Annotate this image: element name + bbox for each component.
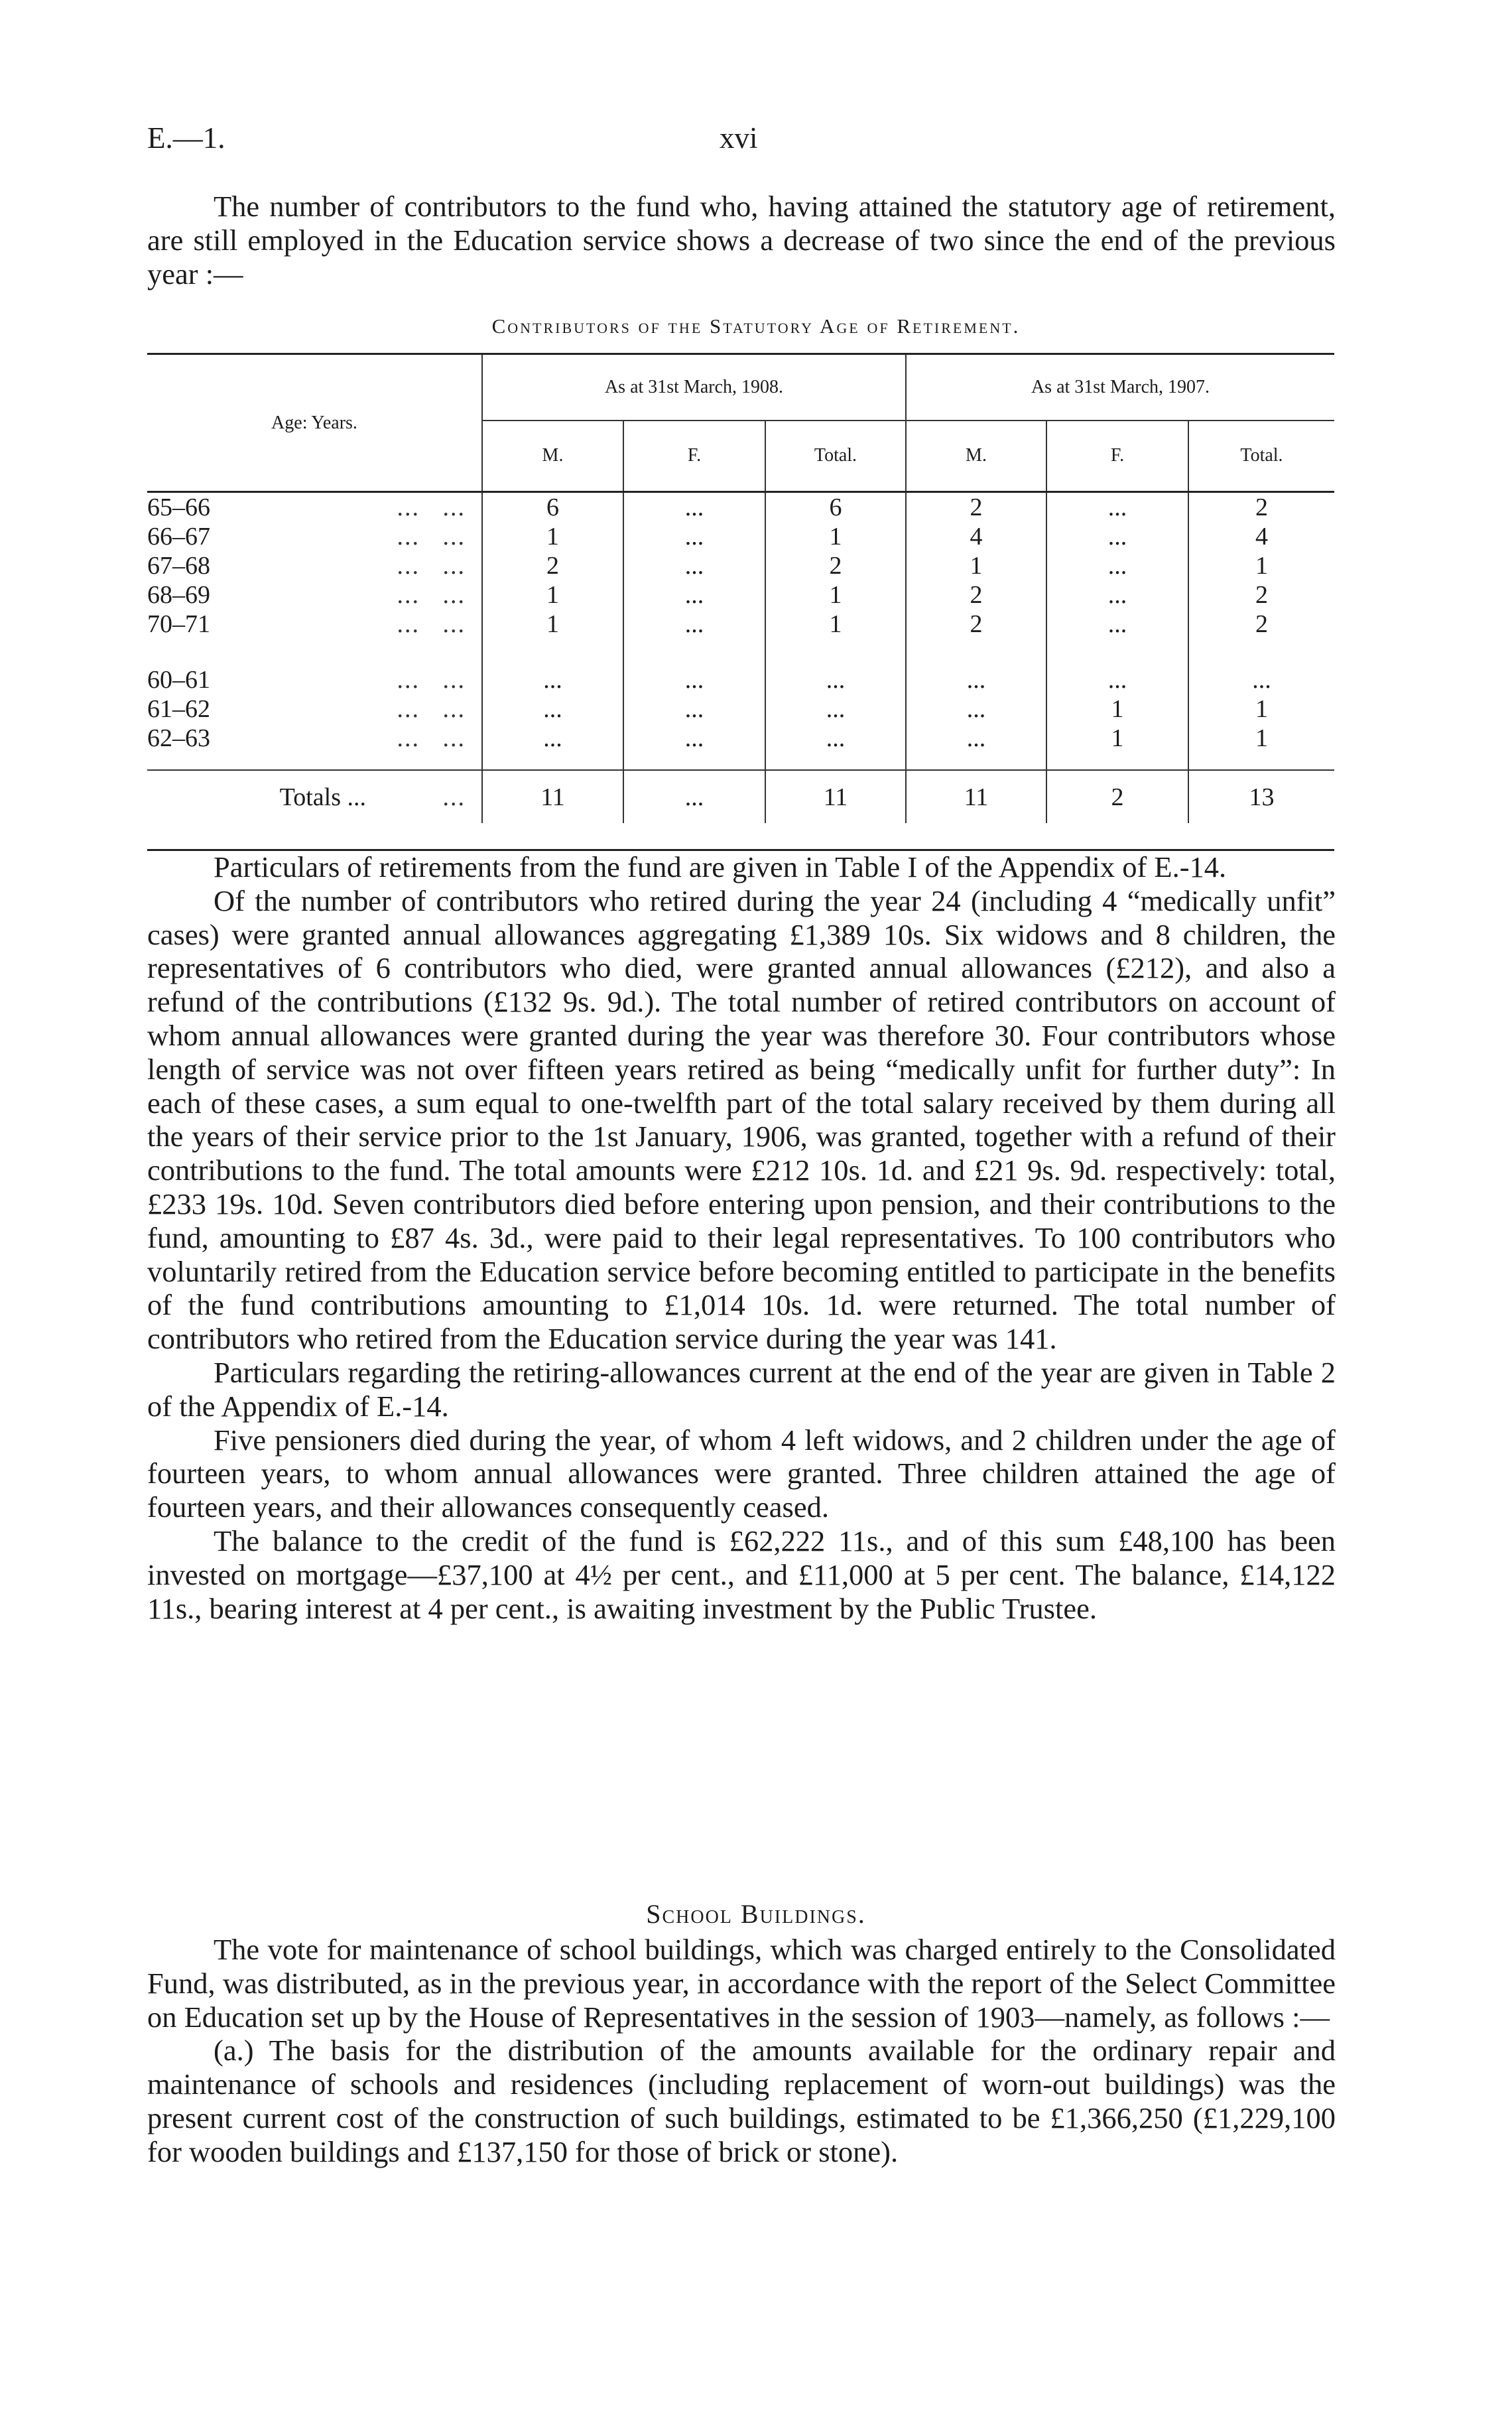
cell-m7: 2 [906,580,1046,610]
col-m-1908: M. [482,421,623,492]
cell-t7: 1 [1188,724,1334,753]
col-total-1907: Total. [1188,421,1334,492]
cell-f8: ... [623,724,765,753]
table-row [147,580,1334,610]
cell-t8: ... [765,694,906,724]
cell-f8: ... [623,610,765,639]
age-cell [147,580,482,610]
cell-m8: ... [482,665,623,694]
cell-m8: ... [482,724,623,753]
table-row [147,522,1334,551]
cell-m7: ... [906,694,1046,724]
cell-f7: 1 [1046,694,1188,724]
document-reference: E.—1. [147,121,225,155]
school-buildings-block [147,1933,1336,2169]
cell-f8: ... [623,665,765,694]
section-paragraph-2: (a.) The basis for the distribution of the amounts available for the ordinary repair and maintenance of schools and residences (including replacement of worn-out buildings) was the present current cost of the construction of such buildings, estimated to be £1,366,250 (£1,229,100 for wooden buildings and £137,150 for those of brick or stone). [147,2034,1336,2168]
cell-t7: 2 [1188,492,1334,523]
cell-f7: ... [1046,551,1188,580]
cell-t7: 2 [1188,580,1334,610]
age-cell [147,665,482,694]
cell-f8: ... [623,694,765,724]
cell-f7: ... [1046,610,1188,639]
paragraph-3: Particulars regarding the retiring-allowances current at the end of the year are given in Table 2 of the Appendix of E.-14. [147,1355,1336,1423]
cell-t8: ... [765,724,906,753]
cell-f7: ... [1046,580,1188,610]
age-range: 66–67 [147,523,210,551]
table-row [147,665,1334,694]
cell-f8: ... [623,551,765,580]
table-row [147,492,1334,523]
section-paragraph-1: The vote for maintenance of school buildings, which was charged entirely to the Consolidated Fund, was distributed, as in the previous year, in accordance with the report of the Select Committee on Education set up by the House of Representatives in the session of 1903—namely, as follows :— [147,1933,1336,2034]
totals-f-1907: 2 [1046,770,1188,823]
totals-total-1907: 13 [1188,770,1334,823]
cell-t7: 1 [1188,694,1334,724]
table-row [147,724,1334,753]
table-row [147,551,1334,580]
dot-leader: ... ... [397,695,466,723]
cell-m7: 1 [906,551,1046,580]
paragraph-1: Particulars of retirements from the fund are given in Table I of the Appendix of E.-14. [214,850,1227,883]
age-range: 60–61 [147,666,210,694]
age-cell [147,610,482,639]
table-title: Contributors of the Statutory Age of Retirement. [491,314,1021,338]
cell-t7: 1 [1188,551,1334,580]
age-range: 70–71 [147,610,210,638]
dot-leader: ... ... [397,666,466,694]
cell-t7: 4 [1188,522,1334,551]
cell-f7: ... [1046,492,1188,523]
dot-leader: ... ... [397,724,466,752]
retirement-age-table [147,353,1334,823]
cell-f7: ... [1046,522,1188,551]
cell-m7: 4 [906,522,1046,551]
col-total-1908: Total. [765,421,906,492]
cell-m7: ... [906,665,1046,694]
col-f-1908: F. [623,421,765,492]
cell-t8: 1 [765,580,906,610]
cell-t7: 2 [1188,610,1334,639]
age-cell [147,724,482,753]
dot-leader: ... ... [397,552,466,580]
cell-t8: ... [765,665,906,694]
totals-label-cell [147,770,482,823]
totals-m-1908: 11 [482,770,623,823]
section-heading: School Buildings. [646,1899,866,1929]
col-m-1907: M. [906,421,1046,492]
cell-t8: 1 [765,522,906,551]
cell-f7: ... [1046,665,1188,694]
cell-t8: 1 [765,610,906,639]
cell-t8: 6 [765,492,906,523]
cell-f7: 1 [1046,724,1188,753]
cell-f8: ... [623,492,765,523]
cell-m7: ... [906,724,1046,753]
cell-m7: 2 [906,610,1046,639]
dot-leader: ... ... [397,523,466,551]
retirement-paragraphs [147,850,1336,1625]
header-1907: As at 31st March, 1907. [906,354,1334,421]
age-cell [147,522,482,551]
intro-block [147,190,1336,291]
page-number: xvi [720,121,758,155]
cell-m8: 1 [482,580,623,610]
age-cell [147,694,482,724]
totals-row [147,770,1334,823]
cell-m8: 6 [482,492,623,523]
totals-total-1908: 11 [765,770,906,823]
table-row [147,694,1334,724]
age-range: 61–62 [147,695,210,723]
table-row [147,610,1334,639]
cell-t7: ... [1188,665,1334,694]
cell-m8: ... [482,694,623,724]
totals-label: Totals ... [279,783,366,811]
totals-m-1907: 11 [906,770,1046,823]
age-cell [147,551,482,580]
intro-paragraph: The number of contributors to the fund who, having attained the statutory age of retirement, are still employed in the Education service shows a decrease of two since the end of the previous year :— [147,190,1336,291]
age-range: 62–63 [147,724,210,752]
cell-m8: 2 [482,551,623,580]
age-range: 67–68 [147,552,210,580]
cell-t8: 2 [765,551,906,580]
paragraph-2: Of the number of contributors who retired during the year 24 (including 4 “medically unfit” cases) were granted annual allowances aggregating £1,389 10s. Six widows and 8 children, the representatives of 6 contributors who died, were granted annual allowances (£212), and also a refund of the contributions (£132 9s. 9d.). The total number of retired contributors on account of whom annual allowances were granted during the year was therefore 30. Four contributors whose length of service was not over fifteen years retired as being “medically unfit for further duty”: In each of these cases, a sum equal to one-twelfth part of the total salary received by them during all the years of their service prior to the 1st January, 1906, was granted, together with a refund of their contributions to the fund. The total amounts were £212 10s. 1d. and £21 9s. 9d. respectively: total, £233 19s. 10d. Seven contributors died before entering upon pension, and their contributions to the fund, amounting to £87 4s. 3d., were paid to their legal representatives. To 100 contributors who voluntarily retired from the Education service before becoming entitled to participate in the benefits of the fund contributions amounting to £1,014 10s. 1d. were returned. The total number of contributors who retired from the Education service during the year was 141. [147,883,1336,1356]
cell-m8: 1 [482,610,623,639]
age-range: 68–69 [147,581,210,609]
totals-leader: ... [442,783,466,811]
cell-m7: 2 [906,492,1046,523]
header-1908: As at 31st March, 1908. [482,354,906,421]
cell-m8: 1 [482,522,623,551]
cell-f8: ... [623,580,765,610]
dot-leader: ... ... [397,493,466,521]
cell-f8: ... [623,522,765,551]
paragraph-4: Five pensioners died during the year, of whom 4 left widows, and 2 children under the age of fourteen years, to whom annual allowances were granted. Three children attained the age of fourteen years, and their allowances consequently ceased. [147,1423,1336,1524]
totals-f-1908: ... [623,770,765,823]
age-header: Age: Years. [147,354,482,492]
age-range: 65–66 [147,493,210,521]
col-f-1907: F. [1046,421,1188,492]
age-cell [147,492,482,523]
dot-leader: ... ... [397,610,466,638]
paragraph-5: The balance to the credit of the fund is £62,222 11s., and of this sum £48,100 has been invested on mortgage—£37,100 at 4½ per cent., and £11,000 at 5 per cent. The balance, £14,122 11s., bearing interest at 4 per cent., is awaiting investment by the Public Trustee. [147,1524,1336,1625]
dot-leader: ... ... [397,581,466,609]
